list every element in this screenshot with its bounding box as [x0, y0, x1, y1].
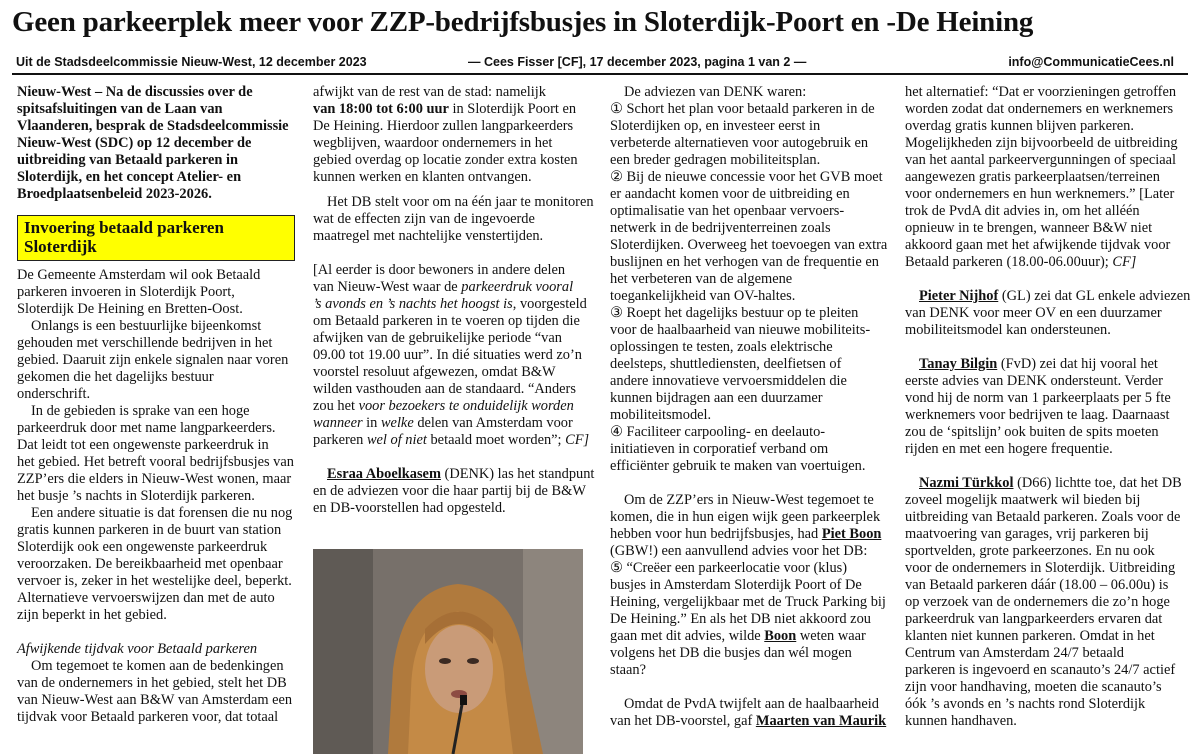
text-line: initiatieven in corporatief verband om: [610, 441, 829, 457]
text-line: Onlangs is een bestuurlijke bijeenkomst: [31, 318, 262, 334]
text-line: ② Bij de nieuwe concessie voor het GVB moet: [610, 169, 883, 185]
paragraph: Pieter Nijhof (GL) zei dat GL enkele adviezen van DENK voor meer OV en een duurzamer mobiliteitsmodel kan ondersteunen.: [905, 288, 1195, 339]
text-line: Sloterdijk, en het concept Atelier- en: [17, 169, 242, 185]
text-line: werknemers voor bedrijven te laag. Daarnaast: [905, 407, 1170, 423]
column-2: [313, 84, 595, 754]
text-line: parkeren is ingevoerd en scanauto’s 24/7 actief: [905, 662, 1176, 678]
text-line: van het aantal parkeervergunningen of speciaal: [905, 152, 1177, 168]
text-line: Sloterdijken op, en investeer eerst in: [610, 118, 821, 134]
column-3: [610, 84, 892, 730]
subheading: Afwijkende tijdvak voor Betaald parkeren: [17, 641, 258, 657]
text-line: deelsteps, shuttlediensten, deelfietsen of: [610, 356, 842, 372]
text-line: spitsafsluitingen van de Laan van: [17, 101, 223, 117]
text-line: van Nieuw-West aan B&W van Amsterdam een: [17, 692, 293, 708]
speaker-name: Pieter Nijhof: [919, 288, 999, 304]
text-line: De Heining. Hierdoor zullen langparkeerders: [313, 118, 574, 134]
column-4: [905, 84, 1195, 730]
text-line: zou de ‘spitslijn’ ook buiten de spits moeten: [905, 424, 1159, 440]
column-1: [17, 84, 295, 726]
text-line: zijn voor handhaving, moeten die scanauto’s: [905, 679, 1162, 695]
paragraph: [313, 194, 595, 245]
text-line: van Betaald parkeren dáár (18.00 – 06.00u) is: [905, 577, 1169, 593]
text-line: veroorzaken. De bereikbaarheid met openbaar: [17, 556, 283, 572]
paragraph: [17, 403, 295, 505]
text-line: netwerk in de bedrijventerreinen zoals: [610, 220, 831, 236]
text-line: Sloterdijken. Overweeg het toevoegen van extra: [610, 237, 888, 253]
text-line: toegankelijkheid van OV-haltes.: [610, 288, 796, 304]
text-line: Sloterdijk ook een ongewenste parkeerdruk: [17, 539, 268, 555]
text-line: sportvelden, grote parkeerzones. En nu ook: [905, 543, 1155, 559]
text-line: In de gebieden is sprake van een hoge: [31, 403, 250, 419]
speaker-name: Nazmi Türkkol: [919, 475, 1014, 491]
text-line: voor de haalbaarheid van nieuwe mobiliteits-: [610, 322, 871, 338]
text-line: kunnen handhaven.: [905, 713, 1017, 729]
text-line: verbeterde alternatieven voor autogebruik en: [610, 135, 869, 151]
paragraph: Nazmi Türkkol (D66) lichtte toe, dat het DB zoveel mogelijk maatwerk wil bieden bij uitbreiding van Betaald parkeren. Zoals voor de maatvoering van garages, vrij parkeren bij sportvelden, grote parkeerzones. En nu ook voor de ondernemers in Sloterdijk. Uitbreiding van Betaald parkeren dáár (18.00 – 06.00u) is op verzoek van de ondernemers die zo’n hoge parkeerdruk van langparkeerders ervaren dat klanten niet kunnen parkeren. Omdat in het Centrum van Amsterdam 24/7 betaald parkeren is ingevoerd en scanauto’s 24/7 actief zijn voor handhaving, moeten die scanauto’s óók ’s avonds en ’s nachts rond Sloterdijk kunnen handhaven.: [905, 475, 1195, 730]
text-line: worden zodat dat ondernemers en werknemers: [905, 101, 1174, 117]
text-line: het busje ’s nachts in Sloterdijk parkeren.: [17, 488, 255, 504]
text-line: gehouden met verschillende bedrijven in het: [17, 335, 273, 351]
text-line: klanten niet kunnen parkeren. Omdat in het: [905, 628, 1155, 644]
text-line: Dat leidt tot een ongewenste parkeerdruk in: [17, 437, 269, 453]
paragraph: [17, 267, 295, 318]
text-line: rijden en met een hogere frequentie.: [905, 441, 1113, 457]
text-line: afwijkt van de rest van de stad: namelijk: [313, 84, 546, 100]
text-line: vond hij de norm van 1 parkeerplaats per 5 fte: [905, 390, 1171, 406]
speaker-name: Boon: [764, 628, 797, 644]
speaker-name: Tanay Bilgin: [919, 356, 998, 372]
text-line: wat de effecten zijn van de ingevoerde: [313, 211, 535, 227]
meta-source: Uit de Stadsdeelcommissie Nieuw-West, 12 december 2023: [16, 55, 367, 69]
text-line: gratis kunnen parkeren in de buurt van station: [17, 522, 282, 538]
section-heading-box: [17, 215, 295, 261]
text-line: wegblijven, waardoor ondernemers in het: [313, 135, 553, 151]
text-line: Alternatieve vervoerswijzen dan met de auto: [17, 590, 275, 606]
text-line: oplossingen te testen, zoals elektrische: [610, 339, 833, 355]
text-line: op verzoek van de ondernemers die zo’n hoge: [905, 594, 1170, 610]
text-line: een breder gedragen mobiliteitsplan.: [610, 152, 821, 168]
text-line: het alternatief: “Dat er voorzieningen getroffen: [905, 84, 1177, 100]
text-line: maatregel met nachtelijke venstertijden.: [313, 228, 544, 244]
text-line: Mogelijkheden zijn bijvoorbeeld de uitbreiding: [905, 135, 1178, 151]
text-line: tijdvak voor Betaald parkeren voor, dat totaal: [17, 709, 279, 725]
text-line: buslijnen en het verhogen van de frequentie en: [610, 254, 879, 270]
text-line: van 18:00 tot 6:00 uur in Sloterdijk Poort en: [313, 101, 577, 117]
text-line: ① Schort het plan voor betaald parkeren in de: [610, 101, 875, 117]
paragraph: Omdat de PvdA twijfelt aan de haalbaarheid van het DB-voorstel, gaf Maarten van Maurik: [610, 696, 887, 729]
paragraph: [17, 318, 295, 403]
text-line: Nieuw-West (SDC) op 12 december de: [17, 135, 252, 151]
meta-author-date: — Cees Fisser [CF], 17 december 2023, pagina 1 van 2 —: [468, 55, 807, 69]
text-line: ZZP’ers die elders in Nieuw-West wonen, maar: [17, 471, 292, 487]
text-line: óók ’s avonds en ’s nachts rond Sloterdijk: [905, 696, 1146, 712]
meta-email[interactable]: info@CommunicatieCees.nl: [1008, 55, 1174, 69]
text-line: opnieuw in te brengen, wanneer B&W niet: [905, 220, 1153, 236]
text-line: kunnen werken en klanten ontvangen.: [313, 169, 532, 185]
lead-paragraph: [17, 84, 295, 203]
paragraph: [905, 84, 1195, 254]
speaker-photo: [313, 549, 583, 754]
text-line: ④ Faciliteer carpooling- en deelauto-: [610, 424, 826, 440]
editor-note: [Al eerder is door bewoners in andere delen van Nieuw-West waar de parkeerdruk vooral ’s avonds en ’s nachts het hoogst is, voorgesteld om Betaald parkeren in te voeren op tijden die afwijken van de gebruikelijke periode “van 09.00 tot 19.00 uur”. In dié situaties werd zo’n voorstel resoluut afgewezen, omdat B&W wilden vasthouden aan de standaard. “Anders zou het voor bezoekers te onduidelijk worden wanneer in welke delen van Amsterdam voor parkeren wel of niet betaald moet worden”; CF]: [313, 262, 590, 448]
text-line: overdag gratis kunnen blijven parkeren.: [905, 118, 1134, 134]
text-line: Om tegemoet te komen aan de bedenkingen: [31, 658, 284, 674]
paragraph: Tanay Bilgin (FvD) zei dat hij vooral het eerste advies van DENK ondersteunt. Verder vond hij de norm van 1 parkeerplaats per 5 fte werknemers voor bedrijven te laag. Daarnaast zou de ‘spitslijn’ ook buiten de spits moeten rijden en met een hogere frequentie.: [905, 356, 1195, 458]
text-line: De Gemeente Amsterdam wil ook Betaald: [17, 267, 261, 283]
text-line: mobiliteitsmodel.: [610, 407, 712, 423]
text-line: zijn beperkt in het gebied.: [17, 607, 167, 623]
speaker-photo-graphic: [313, 549, 583, 754]
text-line: zoveel mogelijk maatwerk wil bieden bij: [905, 492, 1141, 508]
text-line: Een andere situatie is dat forensen die nu nog: [31, 505, 293, 521]
text-line: aangewezen gratis parkeerplaatsen/terreinen: [905, 169, 1160, 185]
speaker-name: Esraa Aboelkasem: [327, 466, 441, 482]
text-line: er aandacht komen voor de uitbreiding en: [610, 186, 850, 202]
text-line: het gebied. Het betreft vooral bedrijfsbusjes van: [17, 454, 294, 470]
article-headline: Geen parkeerplek meer voor ZZP-bedrijfsbusjes in Sloterdijk-Poort en -De Heining: [12, 6, 1034, 38]
text-line: van DENK voor meer OV en een duurzamer: [905, 305, 1162, 321]
text-line: akkoord gaan met het afwijkende tijdvak voor: [905, 237, 1171, 253]
text-line: Sloterdijk: [24, 237, 97, 256]
text-line: Broedplaatsenbeleid 2023-2026.: [17, 186, 212, 202]
header-rule: [12, 73, 1188, 75]
text-line: van de ondernemers in het gebied, stelt het DB: [17, 675, 287, 691]
text-line: Nieuw-West – Na de discussies over de: [17, 84, 253, 100]
text-line: gekomen die het dagelijks bestuur: [17, 369, 214, 385]
paragraph: Esraa Aboelkasem (DENK) las het standpunt en de adviezen voor die haar partij bij de B&W en DB-voorstellen had opgesteld.: [313, 466, 595, 516]
text-line: parkeerdruk van langparkeerders ervaren dat: [905, 611, 1163, 627]
text-line: parkeerdruk door met name langparkeerders.: [17, 420, 276, 436]
text-line: maatvoering van garages, vrij parkeren bij: [905, 526, 1149, 542]
text-line: Het DB stelt voor om na één jaar te monitoren: [327, 194, 594, 210]
text-line: voor ondernemers en hun werknemers.” [Later: [905, 186, 1175, 202]
paragraph: Om de ZZP’ers in Nieuw-West tegemoet te komen, die in hun eigen wijk geen parkeerplek hebben voor hun bedrijfsbusjes, had Piet Boon (GBW!) een aanvullend advies voor het DB: ⑤ “Creëer een parkeerlocatie voor (klus) busjes in Amsterdam Sloterdijk Poort of De Heining, vergelijkbaar met de Truck Parking bij De Heining.” En als het DB niet akkoord zou gaan met dit advies, wilde Boon weten waar volgens het DB die busjes dan wél mogen staan?: [610, 492, 886, 678]
text-line: uitbreiding van Betaald parkeren in: [17, 152, 238, 168]
speaker-name: Piet Boon: [821, 526, 882, 542]
text-line: eerste advies van DENK ondersteunt. Verder: [905, 373, 1163, 389]
text-line: Sloterdijk De Heining en Bretten-Oost.: [17, 301, 243, 317]
text-line: kunnen bijdragen aan een duurzamer: [610, 390, 823, 406]
text-line: onderschrift.: [17, 386, 91, 402]
text-line: andere innovatieve vervoersmiddelen die: [610, 373, 847, 389]
text-line: Invoering betaald parkeren: [24, 218, 224, 237]
speaker-name: Maarten van Maurik: [755, 713, 887, 729]
text-line: voor de ondernemers in Sloterdijk. Uitbreiding: [905, 560, 1176, 576]
text-line: Betaald parkeren (18.00-06.00uur); CF]: [905, 254, 1137, 270]
text-line: Centrum van Amsterdam 24/7 betaald: [905, 645, 1125, 661]
text-line: De adviezen van DENK waren:: [624, 84, 807, 100]
text-line: trok de PvdA dit advies in, om het alléén: [905, 203, 1140, 219]
advice-list: [610, 101, 892, 475]
text-line: Vlaanderen, besprak de Stadsdeelcommissie: [17, 118, 289, 134]
paragraph: [313, 118, 595, 186]
text-line: gebied. Daaruit zijn enkele signalen naar voren: [17, 352, 289, 368]
text-line: vervoer is, zeker in het westelijke deel, beperkt.: [17, 573, 292, 589]
text-line: mobiliteitsmodel kan ondersteunen.: [905, 322, 1111, 338]
text-line: efficiënter gebruik te maken van voertuigen.: [610, 458, 866, 474]
text-line: uitbreiding van Betaald parkeren. Zoals voor de: [905, 509, 1181, 525]
text-line: optimalisatie van het openbaar vervoers-: [610, 203, 845, 219]
text-line: parkeren invoeren in Sloterdijk Poort,: [17, 284, 235, 300]
text-line: het verbeteren van de algemene: [610, 271, 793, 287]
text-line: ③ Roept het dagelijks bestuur op te pleiten: [610, 305, 859, 321]
paragraph: [17, 505, 295, 624]
text-line: gebied overdag op locatie zonder extra kosten: [313, 152, 578, 168]
paragraph: [17, 658, 295, 726]
